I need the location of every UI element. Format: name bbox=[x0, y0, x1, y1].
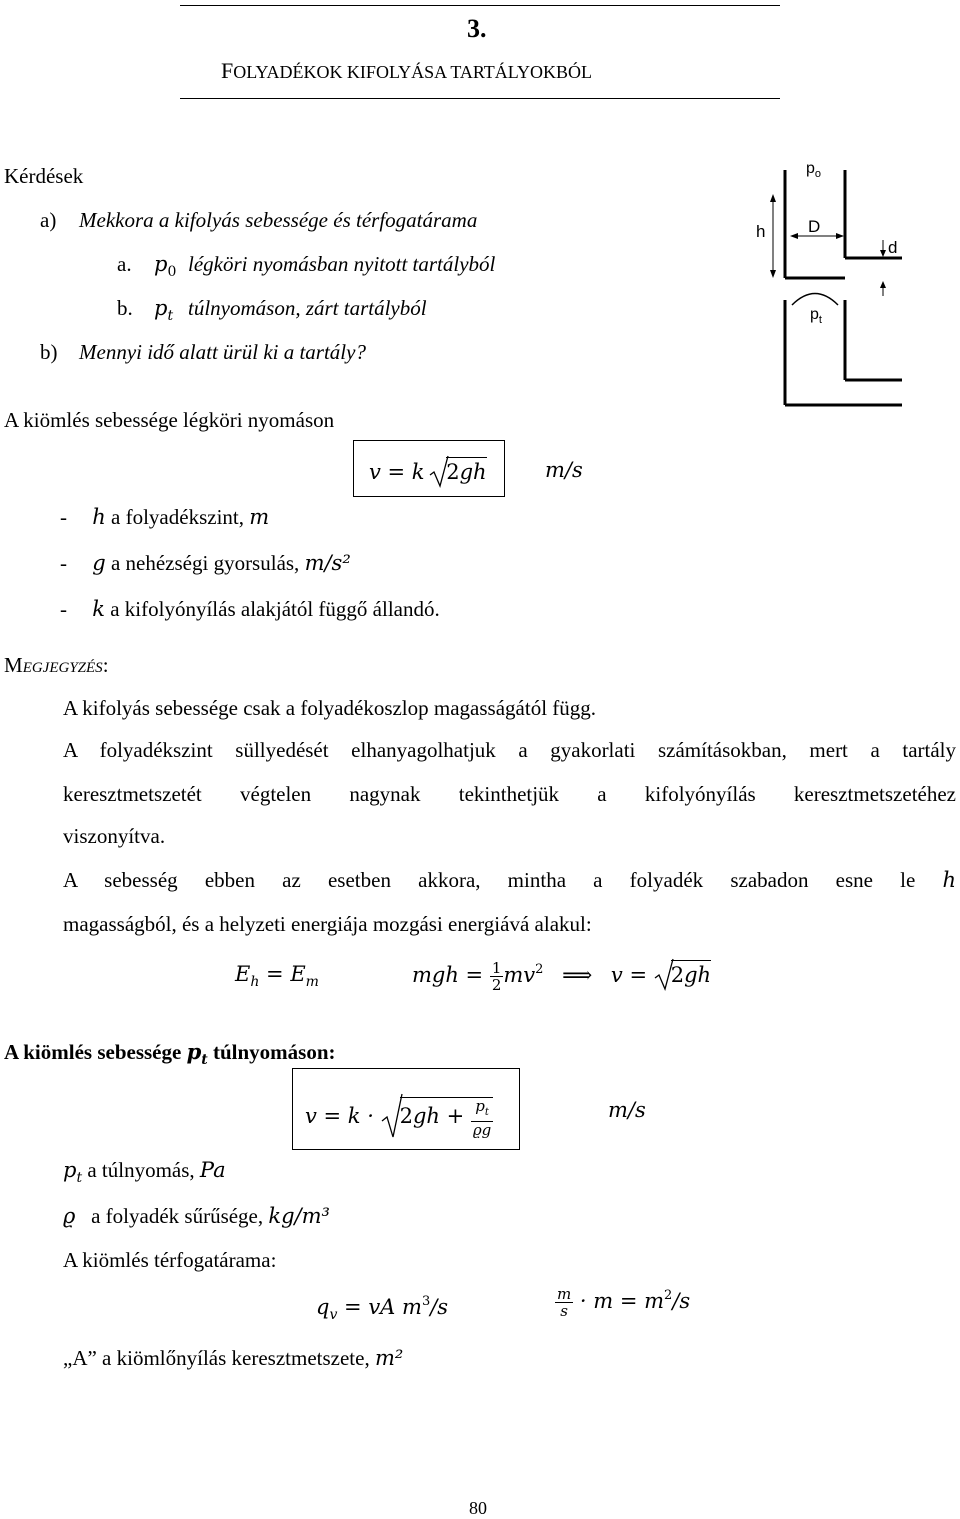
rho-def-text: a folyadék sűrűsége, bbox=[85, 1204, 269, 1228]
diagram-label-p0-base: p bbox=[806, 160, 815, 177]
bullet-unit: m bbox=[249, 505, 270, 529]
pt-symbol: $p_t$ bbox=[154, 296, 174, 324]
rho-def-unit: kg/m³ bbox=[268, 1204, 330, 1228]
diagram-label-D: D bbox=[808, 217, 821, 236]
chapter-number: 3. bbox=[467, 14, 487, 43]
questions-heading: Kérdések bbox=[4, 164, 84, 188]
remark-p3-line2: magasságból, és a helyzeti energiája mozgási energiává alakul: bbox=[63, 912, 592, 936]
flow-rate-title: A kiömlés térfogatárama: bbox=[63, 1248, 277, 1272]
area-def-text: „A” a kiömlőnyílás keresztmetszete, bbox=[63, 1346, 375, 1370]
bullet-text: a nehézségi gyorsulás, bbox=[105, 551, 305, 575]
question-b1-marker: b. bbox=[117, 296, 133, 320]
formula-energy-equality: $E_h = E_m$ bbox=[235, 962, 319, 990]
bullet-dash: - bbox=[60, 505, 67, 529]
remark-p2-line3: viszonyítva. bbox=[63, 824, 166, 848]
pt-definition bbox=[63, 1158, 226, 1186]
diagram-label-pt bbox=[810, 306, 822, 326]
bullet-symbol: k bbox=[92, 597, 105, 621]
diagram-label-p0-sub: o bbox=[814, 168, 822, 181]
section1-title: A kiömlés sebessége légköri nyomáson bbox=[4, 408, 335, 432]
pt-def-text: a túlnyomás, bbox=[82, 1158, 200, 1182]
question-a1-text: légköri nyomásban nyitott tartályból bbox=[188, 252, 496, 276]
formula-flow-rate: $q_v$ = vA $m^3/s$ bbox=[316, 1294, 449, 1323]
area-definition bbox=[63, 1346, 403, 1371]
bullet-symbol: g bbox=[92, 551, 106, 575]
bullet-text: a kifolyónyílás alakjától függő állandó. bbox=[104, 597, 440, 621]
rho-definition bbox=[63, 1204, 330, 1229]
remark-label-initial: M bbox=[4, 653, 23, 677]
diagram-label-pt-sub: t bbox=[818, 314, 822, 327]
question-b1-text: túlnyomáson, zárt tartályból bbox=[188, 296, 427, 320]
bullet-g bbox=[60, 551, 351, 576]
remark-label bbox=[4, 653, 109, 678]
chapter-title-initial: F bbox=[221, 58, 234, 83]
chapter-title-rest: OLYADÉKOK KIFOLYÁSA TARTÁLYOKBÓL bbox=[233, 62, 592, 82]
section2-title-before: A kiömlés sebessége bbox=[4, 1040, 187, 1064]
header-bottom-rule bbox=[180, 98, 780, 99]
p0-symbol: $p_0$ bbox=[154, 252, 177, 280]
area-def-unit: m² bbox=[374, 1346, 404, 1370]
rho-def-symbol: ϱ bbox=[63, 1204, 76, 1228]
question-a1-marker: a. bbox=[117, 252, 132, 276]
diagram-label-p0 bbox=[806, 160, 821, 180]
question-a-marker: a) bbox=[40, 208, 57, 232]
remark-line1: A kifolyás sebessége csak a folyadékoszlop magasságától függ. bbox=[63, 696, 597, 720]
formula-1-unit: m/s bbox=[545, 458, 583, 482]
formula-2-unit: m/s bbox=[608, 1098, 646, 1122]
pt-def-symbol: $p_t$ bbox=[63, 1158, 83, 1186]
bullet-k bbox=[60, 597, 440, 622]
diagram-label-d: d bbox=[888, 238, 898, 257]
bullet-dash: - bbox=[60, 551, 67, 575]
remark-p2-line1: A folyadékszint süllyedését elhanyagolhatjuk a gyakorlati számításokban, mert a tartály bbox=[63, 738, 956, 762]
question-b-marker: b) bbox=[40, 340, 58, 364]
formula-velocity-overpressure: v = k · 2gh + $\frac{p_t}{ϱg}$ bbox=[305, 1093, 493, 1139]
bullet-h bbox=[60, 505, 269, 530]
formula-flow-units: $\frac{m}{s}$ · $m = m^2/s$ bbox=[557, 1285, 691, 1320]
pt-def-unit: Pa bbox=[199, 1158, 226, 1182]
tank-diagram bbox=[740, 150, 915, 415]
question-b-text: Mennyi idő alatt ürül ki a tartály? bbox=[79, 340, 366, 364]
remark-label-rest: EGJEGYZÉS bbox=[22, 660, 103, 676]
chapter-title bbox=[221, 58, 592, 84]
section2-title bbox=[4, 1039, 336, 1068]
question-a-text: Mekkora a kifolyás sebessége és térfogatárama bbox=[79, 208, 478, 232]
remark-p3-text: A sebesség ebben az esetben akkora, mintha a folyadék szabadon esne le bbox=[63, 868, 916, 892]
section2-title-after: túlnyomáson: bbox=[207, 1040, 336, 1064]
formula-energy-balance: mgh = $\frac{1}{2}$ $mv^2$ ⟹ v = 2gh bbox=[412, 959, 712, 994]
bullet-symbol: h bbox=[92, 505, 106, 529]
remark-label-colon: : bbox=[102, 653, 109, 677]
remark-p3-h: h bbox=[942, 868, 957, 892]
formula-velocity-atmospheric: v = k 2gh bbox=[369, 455, 487, 489]
bullet-dash: - bbox=[60, 597, 67, 621]
bullet-text: a folyadékszint, bbox=[105, 505, 250, 529]
page-number: 80 bbox=[469, 1498, 487, 1518]
section2-title-pt: $p_t$ bbox=[186, 1039, 208, 1068]
remark-p2-line2: keresztmetszetét végtelen nagynak tekinthetjük a kifolyónyílás keresztmetszetéhez bbox=[63, 782, 956, 806]
remark-p3-line1 bbox=[63, 868, 956, 893]
diagram-label-pt-base: p bbox=[810, 306, 819, 323]
header-top-rule bbox=[180, 5, 780, 6]
diagram-label-h: h bbox=[756, 222, 766, 241]
bullet-unit: m/s² bbox=[304, 551, 351, 575]
